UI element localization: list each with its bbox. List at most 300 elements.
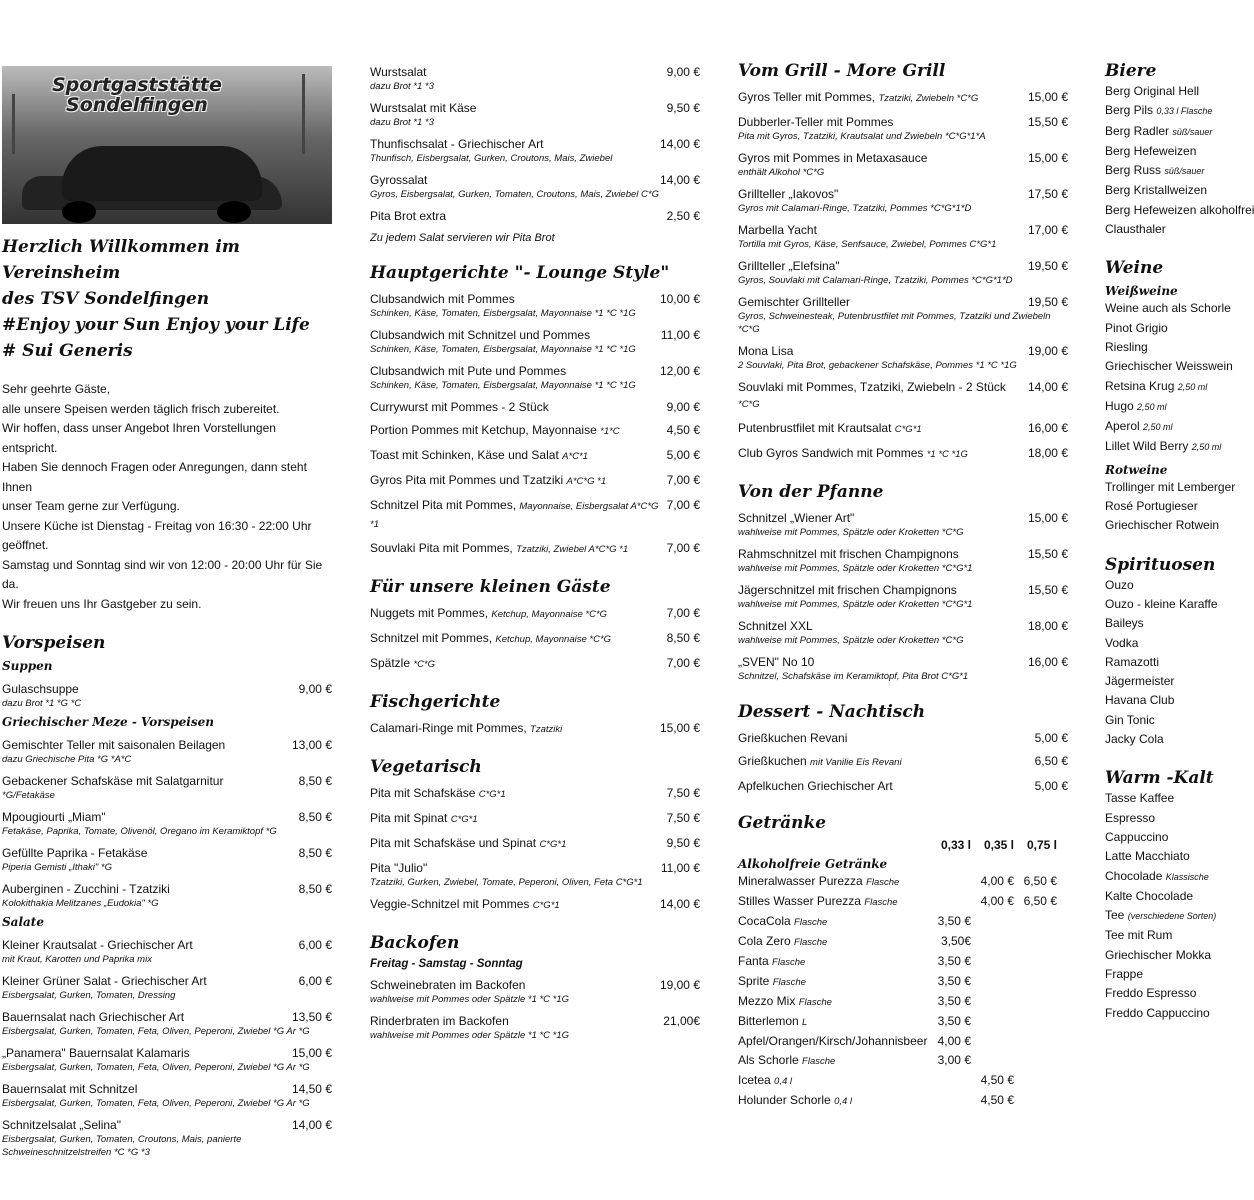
menu-item-name: „Panamera" Bauernsalat Kalamaris xyxy=(2,1046,190,1060)
menu-item-price: 19,50 € xyxy=(1027,295,1068,309)
menu-item xyxy=(738,379,1068,413)
menu-item-row xyxy=(738,420,1068,438)
drink-price-075: 6,50 € xyxy=(1023,894,1057,908)
menu-note: Zu jedem Salat servieren wir Pita Brot xyxy=(370,232,555,244)
drink-item xyxy=(1105,653,1200,672)
menu-item xyxy=(370,860,700,889)
menu-item-description: Pita mit Gyros, Tzatziki, Krautsalat und Zwiebeln *C*G*1*A xyxy=(738,131,986,142)
section-heading: Für unsere kleinen Gäste xyxy=(370,577,611,597)
drink-extra: 0,33 l Flasche xyxy=(1156,106,1213,117)
menu-item-row xyxy=(2,1081,332,1097)
menu-item-left xyxy=(2,681,79,697)
drink-extra: süß/sauer xyxy=(1172,126,1213,137)
menu-item-name: Souvlaki mit Pommes, Tzatziki, Zwiebeln - 2 Stück xyxy=(738,380,1006,394)
menu-item-name: Veggie-Schnitzel mit Pommes xyxy=(370,897,530,911)
menu-item xyxy=(738,546,1068,575)
drink-row xyxy=(738,892,1068,912)
menu-item-name: Mpougiourti „Miam" xyxy=(2,810,106,824)
menu-item-extra: C*G*1 xyxy=(539,839,567,850)
drink-price-035 xyxy=(971,932,1014,952)
drink-price-035 xyxy=(971,952,1014,972)
drink-item xyxy=(1105,984,1200,1003)
menu-item-left xyxy=(738,258,840,274)
drink-name: Berg Radler xyxy=(1105,123,1170,138)
menu-item-description: dazu Brot *1 *G *C xyxy=(2,698,82,709)
menu-item-name: Souvlaki Pita mit Pommes, xyxy=(370,541,513,555)
drink-row xyxy=(738,992,1068,1012)
welcome-text xyxy=(2,234,332,364)
menu-item-row xyxy=(2,773,332,789)
drink-name: Hugo xyxy=(1105,398,1134,413)
menu-item-name: Currywurst mit Pommes - 2 Stück xyxy=(370,400,549,414)
menu-item xyxy=(738,294,1068,336)
drink-row xyxy=(738,1091,1068,1111)
menu-item xyxy=(738,753,1068,771)
menu-item xyxy=(2,881,332,910)
drink-item xyxy=(1105,828,1200,847)
drink-name: Rosé Portugieser xyxy=(1105,499,1198,514)
drink-extra: 2,50 ml xyxy=(1143,422,1173,433)
drink-size-header xyxy=(738,838,1068,852)
drink-price-035 xyxy=(971,1051,1014,1071)
menu-item-price: 6,50 € xyxy=(1034,754,1068,768)
drink-item xyxy=(1105,809,1200,828)
menu-item-name: Clubsandwich mit Pommes xyxy=(370,292,515,306)
menu-item-name: Schnitzel mit Pommes, xyxy=(370,631,493,645)
drink-extra: Flasche xyxy=(772,977,806,988)
menu-item-price: 14,00 € xyxy=(659,897,700,911)
drink-size-label: 0,33 l xyxy=(940,838,971,852)
menu-item-name: Gemischter Teller mit saisonalen Beilagen xyxy=(2,738,226,752)
menu-item-description: *G/Fetakäse xyxy=(2,790,55,801)
menu-item-price: 13,50 € xyxy=(291,1010,332,1024)
menu-item xyxy=(738,510,1068,539)
menu-item-extra: Mayonnaise, Eisbergsalat A*C*G *1 xyxy=(370,501,659,530)
drink-price-035 xyxy=(971,912,1014,932)
drink-extra: Flasche xyxy=(794,937,828,948)
subsection-heading: Salate xyxy=(2,915,44,929)
menu-item xyxy=(370,291,700,320)
intro-line: Sehr geehrte Gäste, xyxy=(2,382,111,396)
drink-price-075 xyxy=(1014,952,1057,972)
drink-name: Riesling xyxy=(1105,339,1148,354)
menu-item-row xyxy=(370,136,700,152)
drink-price-075 xyxy=(1014,972,1057,992)
drink-name: Berg Kristallweizen xyxy=(1105,183,1208,198)
menu-item-price: 2,50 € xyxy=(666,209,700,223)
drink-price-075 xyxy=(1014,1032,1057,1051)
menu-item-price: 7,00 € xyxy=(666,541,700,555)
menu-item xyxy=(370,655,700,673)
menu-item-name: Schnitzelsalat „Selina" xyxy=(2,1118,121,1132)
drink-name-cell xyxy=(738,952,928,972)
intro-line: Samstag und Sonntag sind wir von 12:00 - 20:00 Uhr für Sie da. xyxy=(2,557,323,591)
menu-item-row xyxy=(2,809,332,825)
menu-item-row xyxy=(370,422,700,440)
menu-item-left xyxy=(738,753,902,771)
menu-item-price: 7,00 € xyxy=(666,473,700,487)
drink-name: CocaCola xyxy=(738,914,791,928)
menu-item-row xyxy=(2,1045,332,1061)
menu-item-price: 6,00 € xyxy=(298,974,332,988)
menu-item xyxy=(370,810,700,828)
menu-item xyxy=(738,445,1068,463)
menu-item-price: 14,00 € xyxy=(659,137,700,151)
drink-list xyxy=(1105,299,1233,457)
menu-item-name: Grießkuchen Revani xyxy=(738,731,848,745)
drink-name: Chocolade xyxy=(1105,868,1163,883)
menu-item-row xyxy=(738,89,1068,107)
menu-item xyxy=(2,1045,332,1074)
menu-item-description: Kolokithakia Melitzanes „Eudokia" *G xyxy=(2,898,159,909)
menu-item-left xyxy=(2,1009,184,1025)
menu-item xyxy=(370,172,700,201)
drink-item xyxy=(1105,377,1208,397)
menu-item-row xyxy=(738,379,1068,413)
menu-item-row xyxy=(2,881,332,897)
menu-item-description: wahlweise mit Pommes, Spätzle oder Kroketten *C*G*1 xyxy=(738,599,973,610)
menu-item-left xyxy=(738,114,893,130)
drink-extra: Flasche xyxy=(802,1056,836,1067)
drink-name: Berg Original Hell xyxy=(1105,84,1200,98)
drink-item xyxy=(1105,417,1200,437)
menu-item xyxy=(738,343,1068,372)
menu-item-left xyxy=(370,100,476,116)
drink-price-035 xyxy=(971,992,1014,1012)
menu-item-row xyxy=(738,582,1068,598)
section-heading: Weine xyxy=(1105,258,1164,279)
menu-item-extra: *1*C xyxy=(600,426,620,437)
welcome-line: des TSV Sondelfingen xyxy=(2,289,210,309)
menu-item-left xyxy=(370,472,606,490)
drink-item xyxy=(1105,595,1218,614)
menu-item-left xyxy=(738,343,793,359)
menu-item-extra: A*C*1 xyxy=(562,451,588,462)
menu-item-name: Apfelkuchen Griechischer Art xyxy=(738,779,893,793)
menu-item xyxy=(370,399,700,415)
menu-item-row xyxy=(370,447,700,465)
menu-item-left xyxy=(2,773,223,789)
drink-size-label: 0,35 l xyxy=(983,838,1014,852)
menu-item-left xyxy=(370,363,566,379)
menu-item-row xyxy=(738,150,1068,166)
drink-name-cell xyxy=(738,872,928,892)
menu-item-name: Rinderbraten im Backofen xyxy=(370,1014,509,1028)
drink-name: Lillet Wild Berry xyxy=(1105,439,1189,454)
menu-item-price: 16,00 € xyxy=(1027,421,1068,435)
welcome-line: # Sui Generis xyxy=(2,341,133,361)
drink-item xyxy=(1105,201,1254,220)
menu-item-name: Pita mit Spinat xyxy=(370,811,448,825)
menu-item xyxy=(2,773,332,802)
menu-item-description: Eisbergsalat, Gurken, Tomaten, Dressing xyxy=(2,990,176,1001)
drink-extra: Flasche xyxy=(866,877,900,888)
menu-item-name: Grießkuchen xyxy=(738,754,807,768)
drink-name: Tee mit Rum xyxy=(1105,928,1173,943)
menu-item-name: Gyros Pita mit Pommes und Tzatziki xyxy=(370,473,564,487)
menu-item-price: 19,50 € xyxy=(1027,259,1068,273)
logo-image xyxy=(2,66,332,224)
menu-item-name: Schnitzel Pita mit Pommes, xyxy=(370,498,517,512)
drink-item xyxy=(1105,397,1200,417)
menu-item-price: 15,50 € xyxy=(1027,547,1068,561)
drink-name: Tasse Kaffee xyxy=(1105,791,1175,806)
drink-item xyxy=(1105,516,1220,535)
menu-item-left xyxy=(370,136,543,152)
drink-name: Tee xyxy=(1105,908,1125,923)
menu-item-name: Gyros Teller mit Pommes, xyxy=(738,90,876,104)
drink-name: Pinot Grigio xyxy=(1105,320,1168,335)
drink-list xyxy=(1105,82,1254,239)
menu-item-left xyxy=(738,730,847,746)
drink-name: Latte Macchiato xyxy=(1105,849,1190,864)
menu-item-description: Eisbergsalat, Gurken, Tomaten, Feta, Oliven, Peperoni, Zwiebel *G Ar *G xyxy=(2,1098,310,1109)
palm-tree-icon xyxy=(302,74,305,154)
menu-item-price: 9,00 € xyxy=(666,65,700,79)
menu-item xyxy=(2,973,332,1002)
menu-item-name: Auberginen - Zucchini - Tzatziki xyxy=(2,882,170,896)
menu-item-name: Gemischter Grillteller xyxy=(738,295,851,309)
menu-item xyxy=(738,222,1068,251)
menu-item-left xyxy=(370,785,506,803)
drink-item xyxy=(1105,299,1231,318)
intro-text xyxy=(2,380,332,614)
wheel-icon xyxy=(217,201,251,223)
drink-price-075: 6,50 € xyxy=(1023,874,1057,888)
menu-item-description: wahlweise mit Pommes, Spätzle oder Kroketten *C*G xyxy=(738,635,964,646)
menu-item-price: 8,50 € xyxy=(298,846,332,860)
menu-item-name: Gefüllte Paprika - Fetakäse xyxy=(2,846,148,860)
menu-item-price: 9,00 € xyxy=(298,682,332,696)
menu-item-price: 15,00 € xyxy=(659,721,700,735)
menu-item-row xyxy=(2,973,332,989)
menu-item-left xyxy=(2,1081,137,1097)
menu-item-price: 13,00 € xyxy=(291,738,332,752)
menu-item xyxy=(370,605,700,623)
menu-item-price: 15,00 € xyxy=(1027,90,1068,104)
palm-tree-icon xyxy=(12,94,15,154)
drink-price-075 xyxy=(1014,1012,1057,1032)
menu-item-row xyxy=(738,510,1068,526)
drink-name: Vodka xyxy=(1105,635,1139,650)
drink-name: Ramazotti xyxy=(1105,654,1160,669)
drink-price-033 xyxy=(928,1091,971,1111)
menu-item-extra: C*G*1 xyxy=(478,789,506,800)
menu-item-left xyxy=(370,810,478,828)
menu-item xyxy=(370,977,700,1006)
menu-item-price: 17,50 € xyxy=(1027,187,1068,201)
menu-item xyxy=(738,618,1068,647)
menu-item xyxy=(738,420,1068,438)
menu-item-extra: A*C*G *1 xyxy=(566,476,607,487)
menu-item-left xyxy=(2,737,225,753)
menu-item-row xyxy=(370,497,700,533)
drink-item xyxy=(1105,220,1200,239)
menu-item-name: Jägerschnitzel mit frischen Champignons xyxy=(738,583,957,597)
menu-item-price: 15,00 € xyxy=(291,1046,332,1060)
drink-item xyxy=(1105,161,1205,181)
drink-item xyxy=(1105,634,1200,653)
menu-item-row xyxy=(370,835,700,853)
menu-item-price: 5,00 € xyxy=(666,448,700,462)
menu-item-row xyxy=(370,540,700,558)
menu-item-row xyxy=(2,681,332,697)
menu-item-description: Fetakäse, Paprika, Tomate, Olivenöl, Oregano im Keramiktopf *G xyxy=(2,826,277,837)
menu-item-row xyxy=(738,186,1068,202)
menu-list-3 xyxy=(738,60,1068,834)
menu-item-price: 10,00 € xyxy=(659,292,700,306)
menu-item-name: Pita mit Schafskäse xyxy=(370,786,476,800)
menu-item-description: Eisbergsalat, Gurken, Tomaten, Croutons, Mais, panierte Schweineschnitzelstreifen *C *G *3 xyxy=(2,1134,242,1158)
section-heading: Warm -Kalt xyxy=(1105,768,1214,789)
menu-item-row xyxy=(2,937,332,953)
menu-item-name: Grillteller „Elefsina" xyxy=(738,259,840,273)
drink-price-033: 3,50€ xyxy=(940,934,971,948)
section-heading: Getränke xyxy=(738,813,827,833)
menu-item-name: Calamari-Ringe mit Pommes, xyxy=(370,721,527,735)
drink-extra: 2,50 ml xyxy=(1177,381,1208,392)
drink-name: Aperol xyxy=(1105,419,1140,434)
subsection-heading: Alkoholfreie Getränke xyxy=(738,857,888,871)
drink-extra: L xyxy=(802,1017,808,1028)
menu-item xyxy=(370,363,700,392)
menu-item-extra: *1 *C *1G xyxy=(926,449,968,460)
drink-price-075 xyxy=(1014,1091,1057,1111)
menu-item-row xyxy=(738,258,1068,274)
drink-name: Icetea xyxy=(738,1073,771,1087)
drink-name-cell xyxy=(738,912,928,932)
drink-item xyxy=(1105,1004,1210,1023)
menu-item-description: Gyros mit Calamari-Ringe, Tzatziki, Pommes *C*G*1*D xyxy=(738,203,972,214)
menu-item-left xyxy=(370,630,611,648)
drink-item xyxy=(1105,319,1200,338)
intro-line: alle unsere Speisen werden täglich frisch zubereitet. xyxy=(2,401,280,416)
menu-item-row xyxy=(2,1117,332,1133)
menu-item-extra: Ketchup, Mayonnaise *C*G xyxy=(491,609,608,620)
menu-item-left xyxy=(2,937,193,953)
drink-name: Cola Zero xyxy=(738,934,791,948)
menu-item xyxy=(2,845,332,874)
menu-item xyxy=(738,582,1068,611)
menu-item-name: Kleiner Grüner Salat - Griechischer Art xyxy=(2,974,207,988)
drink-price-033 xyxy=(928,872,971,892)
menu-item-left xyxy=(370,172,427,188)
menu-item-left xyxy=(370,655,435,673)
drink-name: Baileys xyxy=(1105,616,1144,631)
menu-item-price: 5,00 € xyxy=(1034,731,1068,745)
menu-item-name: Gyros mit Pommes in Metaxasauce xyxy=(738,151,928,165)
drink-name: Bitterlemon xyxy=(738,1014,799,1028)
menu-item-price: 21,00€ xyxy=(663,1014,700,1028)
drink-item xyxy=(1105,730,1200,749)
menu-item-description: wahlweise mit Pommes oder Spätzle *1 *C *1G xyxy=(370,994,570,1005)
menu-item-row xyxy=(370,655,700,673)
menu-item-row xyxy=(370,810,700,828)
drink-price-075 xyxy=(1014,1071,1057,1091)
menu-item-left xyxy=(370,896,560,914)
menu-item xyxy=(370,136,700,165)
section-heading: Vom Grill - More Grill xyxy=(738,61,946,81)
drink-extra: Flasche xyxy=(864,897,898,908)
menu-item-description: enthält Alkohol *C*G xyxy=(738,167,825,178)
menu-item-left xyxy=(738,618,813,634)
menu-item xyxy=(738,654,1068,683)
drink-name-cell xyxy=(738,892,928,912)
menu-item xyxy=(2,937,332,966)
section-heading: Dessert - Nachtisch xyxy=(738,702,926,722)
menu-item-row xyxy=(370,399,700,415)
menu-item-description: dazu Griechische Pita *G *A*C xyxy=(2,754,132,765)
menu-item-row xyxy=(738,343,1068,359)
drink-name: Berg Hefeweizen xyxy=(1105,143,1197,158)
menu-item-name: Kleiner Krautsalat - Griechischer Art xyxy=(2,938,193,952)
menu-item-price: 9,00 € xyxy=(666,400,700,414)
intro-line: Unsere Küche ist Dienstag - Freitag von 16:30 - 22:00 Uhr geöffnet. xyxy=(2,518,312,552)
menu-item-name: Bauernsalat nach Griechischer Art xyxy=(2,1010,185,1024)
menu-item-left xyxy=(370,835,566,853)
menu-item-row xyxy=(370,291,700,307)
drink-price-033: 4,00 € xyxy=(937,1034,971,1048)
menu-list-1 xyxy=(2,632,332,1159)
menu-item-row xyxy=(738,730,1068,746)
menu-item-row xyxy=(738,753,1068,771)
drink-name: Freddo Cappuccino xyxy=(1105,1005,1210,1020)
drink-name: Holunder Schorle xyxy=(738,1093,831,1107)
menu-item-left xyxy=(738,654,814,670)
menu-item-left xyxy=(738,420,922,438)
drinks-table xyxy=(738,838,1068,1111)
menu-item-left xyxy=(370,540,628,558)
drink-price-035 xyxy=(971,1012,1014,1032)
menu-item xyxy=(738,258,1068,287)
menu-item-extra: Ketchup, Mayonnaise *C*G xyxy=(495,634,612,645)
drink-name-cell xyxy=(738,1091,928,1111)
menu-item xyxy=(370,447,700,465)
menu-item-row xyxy=(370,172,700,188)
menu-item-row xyxy=(738,546,1068,562)
drink-row xyxy=(738,1012,1068,1032)
menu-item-left xyxy=(370,720,562,738)
menu-item-description: Gyros, Souvlaki mit Calamari-Ringe, Tzatziki, Pommes *C*G*1*D xyxy=(738,275,1013,286)
drink-price-035: 4,50 € xyxy=(980,1073,1014,1087)
drink-item xyxy=(1105,711,1200,730)
menu-item-extra: Tzatziki xyxy=(530,724,563,735)
drink-price-075 xyxy=(1014,932,1057,952)
menu-item xyxy=(370,64,700,93)
menu-item xyxy=(370,497,700,533)
menu-item-price: 15,00 € xyxy=(1027,151,1068,165)
drink-item xyxy=(1105,614,1200,633)
menu-item xyxy=(370,422,700,440)
menu-item-name: Pita Brot extra xyxy=(370,209,447,223)
section-heading: Vegetarisch xyxy=(370,757,482,777)
intro-line: Haben Sie dennoch Fragen oder Anregungen, dann steht Ihnen xyxy=(2,460,307,494)
menu-item-name: Schnitzel XXL xyxy=(738,619,813,633)
menu-item-name: Nuggets mit Pommes, xyxy=(370,606,489,620)
menu-item-left xyxy=(370,208,446,224)
menu-note: Freitag - Samstag - Sonntag xyxy=(370,958,523,970)
drink-row xyxy=(738,972,1068,992)
menu-item-row xyxy=(370,605,700,623)
menu-item-left xyxy=(738,222,817,238)
drink-name-cell xyxy=(738,972,928,992)
menu-item xyxy=(2,1081,332,1110)
menu-item-price: 11,00 € xyxy=(660,861,700,875)
drink-name-cell xyxy=(738,992,928,1012)
menu-item-name: Club Gyros Sandwich mit Pommes xyxy=(738,446,924,460)
drink-row xyxy=(738,952,1068,972)
menu-item-price: 8,50 € xyxy=(298,882,332,896)
